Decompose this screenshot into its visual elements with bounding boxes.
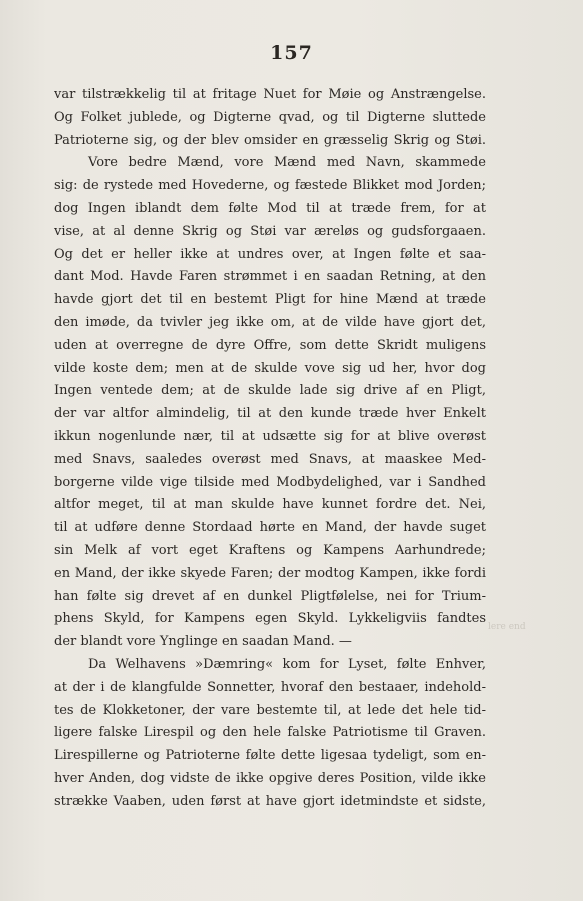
text-line: Da Welhavens »Dæmring« kom for Lyset, følte Enhver,	[88, 656, 486, 672]
text-line: Vore bedre Mænd, vore Mænd med Navn, skammede	[88, 155, 486, 171]
text-line: havde gjort det til en bestemt Pligt for hine Mænd at træde	[54, 292, 486, 308]
text-line: Lirespillerne og Patrioterne følte dette ligesaa tydeligt, som en-	[54, 748, 486, 764]
text-line: en Mand, der ikke skyede Faren; der modtog Kampen, ikke fordi	[54, 565, 486, 581]
text-line: ikkun nogenlunde nær, til at udsætte sig for at blive overøst	[54, 428, 486, 444]
body-text	[54, 84, 486, 814]
text-line: at der i de klangfulde Sonnetter, hvoraf den bestaaer, indehold-	[54, 679, 486, 695]
text-line: tes de Klokketoner, der vare bestemte til, at lede det hele tid-	[54, 702, 486, 718]
text-line: til at udføre denne Stordaad hørte en Mand, der havde suget	[54, 520, 486, 536]
text-line: altfor meget, til at man skulde have kunnet fordre det. Nei,	[54, 497, 486, 513]
bleed-through-text: lere end	[488, 622, 526, 632]
text-line: var tilstrækkelig til at fritage Nuet for Møie og Anstrængelse.	[54, 87, 486, 102]
text-line: dant Mod. Havde Faren strømmet i en saadan Retning, at den	[54, 269, 486, 285]
text-line: vise, at al denne Skrig og Støi var æreløs og gudsforgaaen.	[54, 223, 486, 239]
text-line: borgerne vilde vige tilside med Modbydelighed, var i Sandhed	[54, 474, 486, 490]
text-line: Og Folket jublede, og Digterne qvad, og til Digterne sluttede	[54, 109, 486, 125]
text-line: sig: de rystede med Hovederne, og fæstede Blikket mod Jorden;	[54, 178, 486, 194]
text-line: phens Skyld, for Kampens egen Skyld. Lykkeligviis fandtes	[54, 611, 486, 627]
text-line: ligere falske Lirespil og den hele falske Patriotisme til Graven.	[54, 725, 486, 741]
text-line: hver Anden, dog vidste de ikke opgive deres Position, vilde ikke	[54, 770, 486, 786]
text-line: sin Melk af vort eget Kraftens og Kampens Aarhundrede;	[54, 542, 486, 558]
text-line: han følte sig drevet af en dunkel Pligtfølelse, nei for Trium-	[54, 588, 486, 604]
text-line: Og det er heller ikke at undres over, at Ingen følte et saa-	[54, 246, 486, 262]
text-line: der var altfor almindelig, til at den kunde træde hver Enkelt	[54, 406, 486, 422]
text-line: uden at overregne de dyre Offre, som dette Skridt muligens	[54, 337, 486, 353]
text-line: Patrioterne sig, og der blev omsider en græsselig Skrig og Støi.	[54, 132, 486, 148]
text-line: med Snavs, saaledes overøst med Snavs, at maaskee Med-	[54, 451, 486, 467]
text-line: der blandt vore Ynglinge en saadan Mand. —	[54, 634, 352, 650]
text-line: vilde koste dem; men at de skulde vove sig ud her, hvor dog	[54, 360, 486, 376]
text-line: strække Vaaben, uden først at have gjort idetmindste et sidste,	[54, 793, 486, 809]
text-line: Ingen ventede dem; at de skulde lade sig drive af en Pligt,	[54, 383, 486, 399]
text-line: dog Ingen iblandt dem følte Mod til at træde frem, for at	[54, 200, 486, 216]
page-number: 157	[270, 42, 313, 64]
text-line: den imøde, da tvivler jeg ikke om, at de vilde have gjort det,	[54, 314, 486, 330]
